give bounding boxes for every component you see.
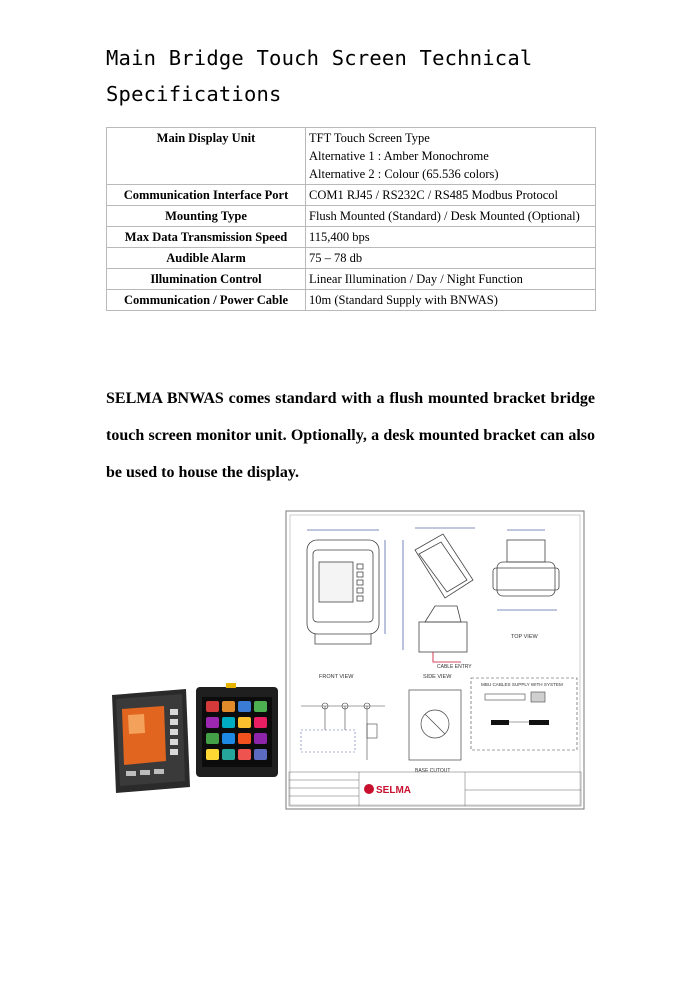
spec-label: Illumination Control — [107, 269, 306, 290]
table-row — [107, 206, 596, 227]
table-row — [107, 185, 596, 206]
spec-label: Main Display Unit — [107, 128, 306, 185]
spec-value: 115,400 bps — [306, 227, 596, 248]
base-cutout-label: BASE CUTOUT — [415, 768, 451, 774]
table-row — [107, 128, 596, 185]
spec-value-line: Alternative 2 : Colour (65.536 colors) — [309, 167, 499, 181]
spec-value: Flush Mounted (Standard) / Desk Mounted (Optional) — [306, 206, 596, 227]
page-title — [106, 40, 586, 112]
table-row — [107, 227, 596, 248]
spec-value-line: Alternative 1 : Amber Monochrome — [309, 149, 489, 163]
selma-logo-icon — [364, 784, 374, 794]
spec-label: Audible Alarm — [107, 248, 306, 269]
technical-drawing — [285, 510, 585, 810]
touch-screen-photo — [106, 683, 284, 793]
spec-value: COM1 RJ45 / RS232C / RS485 Modbus Protocol — [306, 185, 596, 206]
top-view-label: TOP VIEW — [511, 634, 538, 640]
spec-value: 10m (Standard Supply with BNWAS) — [306, 290, 596, 311]
spec-value-line: TFT Touch Screen Type — [309, 131, 430, 145]
table-row — [107, 269, 596, 290]
front-view-label: FRONT VIEW — [319, 674, 354, 680]
description-paragraph: SELMA BNWAS comes standard with a flush mounted bracket bridge touch screen monitor unit. Optionally, a desk mounted bracket can also be used to house the display. — [106, 390, 595, 481]
spec-label: Communication Interface Port — [107, 185, 306, 206]
spec-label: Max Data Transmission Speed — [107, 227, 306, 248]
cables-supply-label: MBU CABLES SUPPLY WITH SYSTEM — [481, 682, 563, 687]
brand-label: SELMA — [376, 785, 411, 796]
spec-value: 75 – 78 db — [306, 248, 596, 269]
colour-unit-image — [196, 683, 278, 777]
spec-table — [106, 127, 596, 311]
spec-value: Linear Illumination / Day / Night Function — [306, 269, 596, 290]
spec-label: Mounting Type — [107, 206, 306, 227]
table-row — [107, 290, 596, 311]
spec-label: Communication / Power Cable — [107, 290, 306, 311]
spec-value — [306, 128, 596, 185]
cable-entry-label: CABLE ENTRY — [437, 664, 472, 670]
title-line-1: Main Bridge Touch Screen Technical — [106, 46, 533, 70]
side-view-label: SIDE VIEW — [423, 674, 452, 680]
table-row — [107, 248, 596, 269]
amber-unit-image — [112, 689, 190, 793]
title-line-2: Specifications — [106, 82, 282, 106]
